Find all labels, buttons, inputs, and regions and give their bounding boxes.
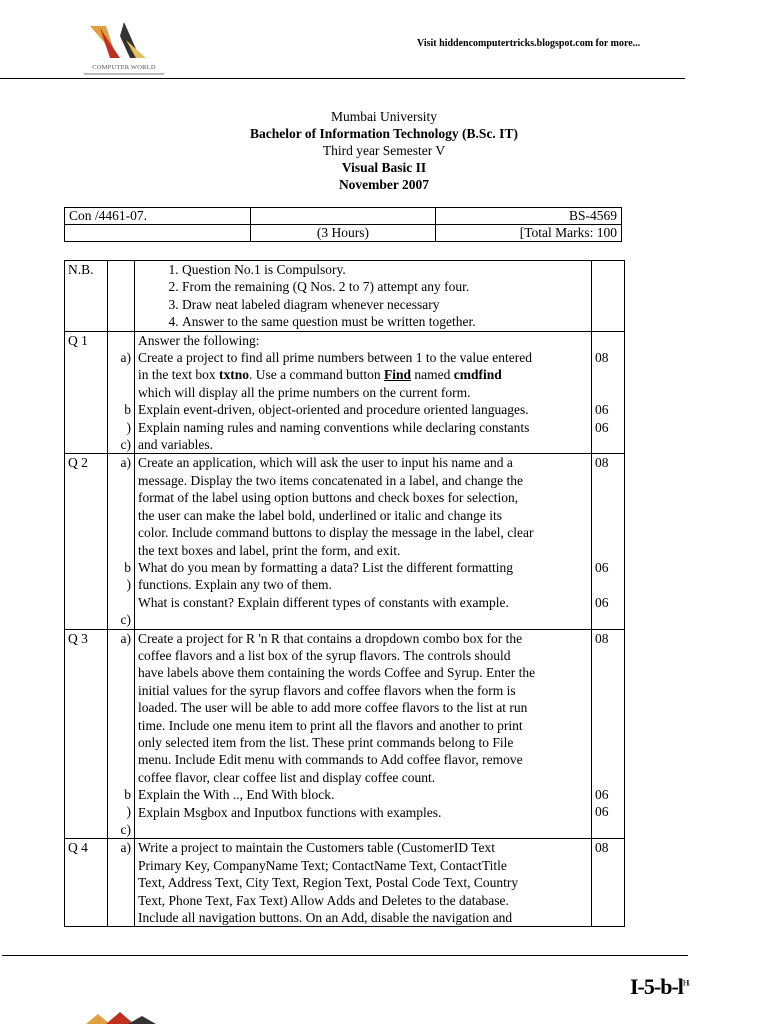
marks: 08 06 06 (592, 331, 625, 454)
semester: Third year Semester V (322, 143, 446, 158)
subject: Visual Basic II (341, 160, 427, 175)
paper-heading (0, 108, 768, 193)
con-number: Con /4461-07. (65, 208, 251, 225)
instruction-item: 3. Draw neat labeled diagram whenever necessary (182, 296, 588, 313)
duration: (3 Hours) (250, 225, 436, 242)
instruction-item: 4. Answer to the same question must be written together. (182, 313, 588, 330)
question-row-1 (65, 331, 625, 454)
instructions-row (65, 261, 625, 332)
exam-date: November 2007 (338, 177, 430, 192)
footer-divider (2, 955, 688, 956)
footer-logo-fragment (76, 1010, 172, 1024)
page-footer-mark: $I-5-b-l^{Hi}$ (630, 974, 689, 999)
empty-cell (108, 261, 135, 332)
question-number: Q 2 (65, 454, 108, 629)
question-number: Q 1 (65, 331, 108, 454)
question-row-3 (65, 629, 625, 839)
question-text: Write a project to maintain the Customers table (CustomerID Text Primary Key, CompanyName Text; ContactName Text, ContactTitle Text, Address Text, City Text, Region Text, Postal Code Text, Country Text, Phone Text, Fax Text) Allow Adds and Deletes to the database. Include all navigation buttons. On an Add, disable the navigation and (135, 839, 592, 927)
sub-labels: a) b ) c) (108, 454, 135, 629)
empty-cell (592, 261, 625, 332)
instructions-list (135, 261, 592, 332)
marks: 08 06 06 (592, 629, 625, 839)
sub-labels: a) b ) c) (108, 629, 135, 839)
meta-empty-cell (65, 225, 251, 242)
instruction-item: 1. Question No.1 is Compulsory. (182, 261, 588, 278)
computer-world-logo (80, 18, 168, 78)
questions-table (64, 260, 625, 927)
question-text: Answer the following: Create a project to find all prime numbers between 1 to the value entered in the text box txtno. Use a command button Find named cmdfind which will display all the prime numbers on the current form. Explain event-driven, object-oriented and procedure oriented languages. Explain naming rules and naming conventions while declaring constants and variables. (135, 331, 592, 454)
visit-link-text[interactable]: Visit hiddencomputertricks.blogspot.com for more... (417, 38, 641, 49)
marks: 08 06 06 (592, 454, 625, 629)
question-row-4 (65, 839, 625, 927)
instruction-item: 2. From the remaining (Q Nos. 2 to 7) attempt any four. (182, 278, 588, 295)
nb-label: N.B. (65, 261, 108, 332)
degree-name: Bachelor of Information Technology (B.Sc. IT) (250, 126, 518, 141)
question-text: Create an application, which will ask the user to input his name and a message. Display the two items concatenated in a label, and change the format of the label using option buttons and check boxes for selection, the user can make the label bold, underlined or italic and change its color. Include command buttons to display the message in the label, clear the text boxes and label, print the form, and exit. What do you mean by formatting a data? List the different formatting functions. Explain any two of them. What is constant? Explain different types of constants with example. (135, 454, 592, 629)
total-marks: [Total Marks: 100 (436, 225, 622, 242)
sub-labels: a) (108, 839, 135, 927)
paper-code: BS-4569 (436, 208, 622, 225)
header-divider (0, 78, 685, 79)
meta-empty-cell (250, 208, 436, 225)
question-row-2 (65, 454, 625, 629)
marks: 08 (592, 839, 625, 927)
sub-labels: a) b ) c) (108, 331, 135, 454)
question-number: Q 4 (65, 839, 108, 927)
logo-tagline-bar (84, 73, 164, 75)
question-number: Q 3 (65, 629, 108, 839)
question-text: Create a project for R 'n R that contains a dropdown combo box for the coffee flavors and a list box of the syrup flavors. The controls should have labels above them containing the words Coffee and Syrup. Enter the initial values for the syrup flavors and coffee flavors when the form is loaded. The user will be able to add more coffee flavors to the list at run time. Include one menu item to print all the flavors and another to print only selected item from the list. These print commands belong to File menu. Include Edit menu with commands to Add coffee flavor, remove coffee flavor, clear coffee list and display coffee count. Explain the With .., End With block. Explain Msgbox and Inputbox functions with examples. (135, 629, 592, 839)
logo-text: COMPUTER WORLD (92, 64, 156, 71)
university-name: Mumbai University (330, 109, 438, 124)
exam-meta-table (64, 207, 622, 242)
